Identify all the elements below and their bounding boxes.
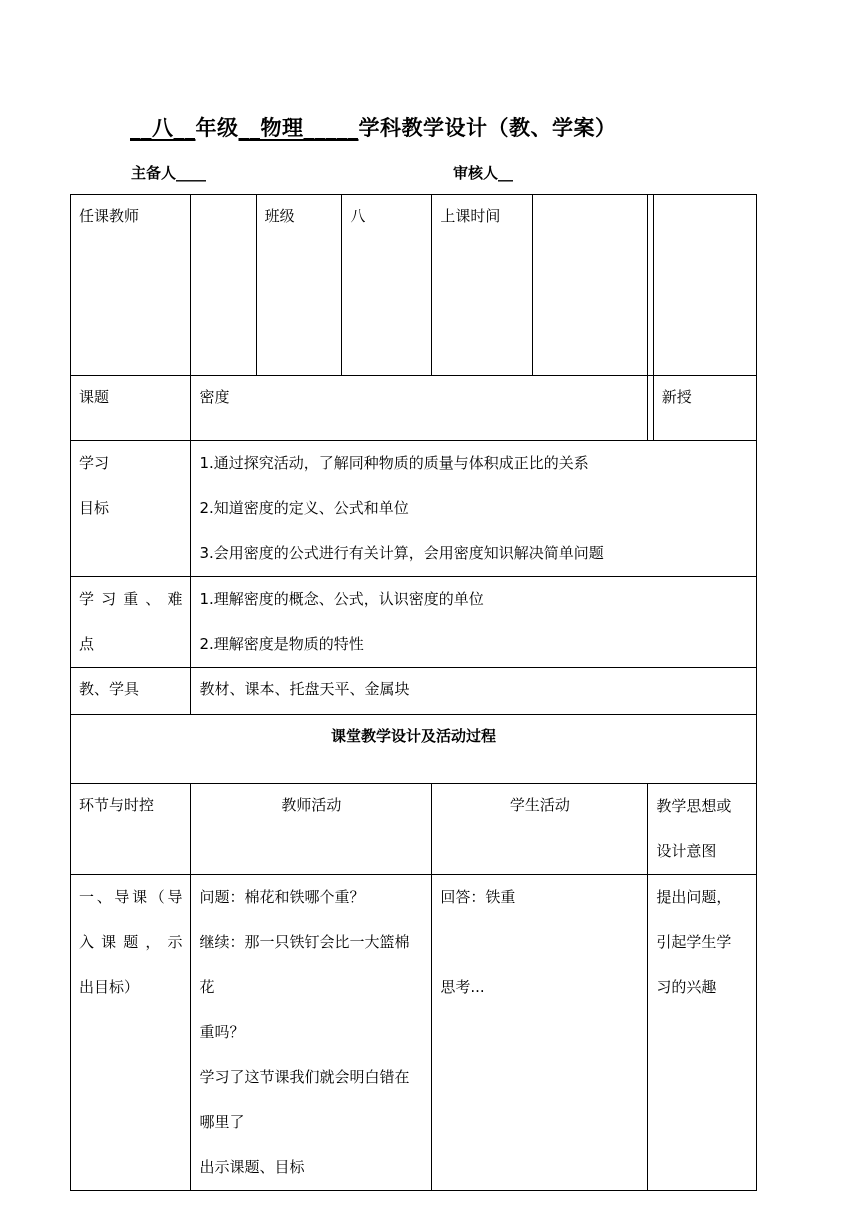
step-intent	[648, 875, 757, 1191]
document-title	[130, 112, 617, 142]
stage-header: 环节与时控	[71, 784, 191, 875]
student-activity-header: 学生活动	[432, 784, 648, 875]
step-student-activity	[432, 875, 648, 1191]
teacher-activity-line: 问题：棉花和铁哪个重？	[199, 888, 365, 906]
teacher-activity-line: 哪里了	[199, 1113, 245, 1131]
title-grade: 八	[152, 116, 174, 140]
lesson-plan-table	[70, 194, 757, 1191]
objectives-label-line-1: 学习	[79, 454, 110, 472]
step-stage	[71, 875, 191, 1191]
process-step-row	[71, 875, 757, 1191]
tools-label: 教、学具	[71, 668, 191, 715]
step-stage-line-3: 出目标）	[79, 978, 140, 996]
intent-header-line-1: 教学思想或	[656, 797, 732, 815]
class-value: 八	[342, 195, 432, 376]
step-teacher-activity	[191, 875, 432, 1191]
objective-item: 2.知道密度的定义、公式和单位	[199, 499, 409, 517]
intent-header-line-2: 设计意图	[656, 842, 717, 860]
title-suffix: 学科教学设计（教、学案）	[358, 116, 617, 140]
title-grade-suffix: 年级	[195, 116, 239, 140]
teacher-activity-line: 学习了这节课我们就会明白错在	[199, 1068, 410, 1086]
teacher-label: 任课教师	[71, 195, 191, 376]
objectives-label	[71, 441, 191, 577]
key-points-list	[191, 577, 757, 668]
title-blank-3: __	[238, 116, 261, 140]
key-points-label-line-2: 点	[79, 635, 95, 653]
objectives-list	[191, 441, 757, 577]
time-value	[533, 195, 648, 376]
intent-line: 引起学生学	[656, 933, 732, 951]
intent-header	[648, 784, 757, 875]
key-points-row	[71, 577, 757, 668]
title-blank-4: _____	[303, 116, 359, 140]
objective-item: 3.会用密度的公式进行有关计算，会用密度知识解决简单问题	[199, 544, 604, 562]
tools-row	[71, 668, 757, 715]
topic-row	[71, 376, 757, 441]
section-title: 课堂教学设计及活动过程	[71, 715, 757, 784]
preparer-label: 主备人____	[131, 164, 207, 182]
reviewer-label: 审核人__	[453, 164, 514, 182]
class-label: 班级	[256, 195, 342, 376]
key-points-label-line-1: 学习重、难	[79, 590, 183, 608]
title-blank-2: __	[173, 116, 196, 140]
key-point-item: 1.理解密度的概念、公式，认识密度的单位	[199, 590, 484, 608]
teacher-activity-line: 出示课题、目标	[199, 1158, 305, 1176]
intent-line: 提出问题，	[656, 888, 732, 906]
student-activity-line: 回答：铁重	[440, 888, 516, 906]
key-points-label	[71, 577, 191, 668]
student-activity-line: 思考...	[440, 978, 485, 996]
process-header-row	[71, 784, 757, 875]
intent-line: 习的兴趣	[656, 978, 717, 996]
teacher-value	[191, 195, 256, 376]
info-row	[71, 195, 757, 376]
step-stage-line-2: 入课题，示	[79, 933, 183, 951]
topic-label: 课题	[71, 376, 191, 441]
objectives-row	[71, 441, 757, 577]
section-title-row	[71, 715, 757, 784]
topic-value: 密度	[191, 376, 648, 441]
key-point-item: 2.理解密度是物质的特性	[199, 635, 364, 653]
lesson-type-value: 新授	[653, 376, 756, 441]
objectives-label-line-2: 目标	[79, 499, 110, 517]
title-subject: 物理	[260, 116, 304, 140]
student-activity-line	[440, 920, 639, 965]
time-label: 上课时间	[432, 195, 533, 376]
title-blank-1: __	[130, 116, 152, 140]
tools-value: 教材、课本、托盘天平、金属块	[191, 668, 757, 715]
total-hours-value	[653, 195, 756, 376]
teacher-activity-header: 教师活动	[191, 784, 432, 875]
teacher-activity-line: 重吗？	[199, 1023, 245, 1041]
objective-item: 1.通过探究活动，了解同种物质的质量与体积成正比的关系	[199, 454, 589, 472]
step-stage-line-1: 一、导课（导	[79, 888, 183, 906]
teacher-activity-line: 继续：那一只铁钉会比一大篮棉花	[199, 933, 410, 996]
